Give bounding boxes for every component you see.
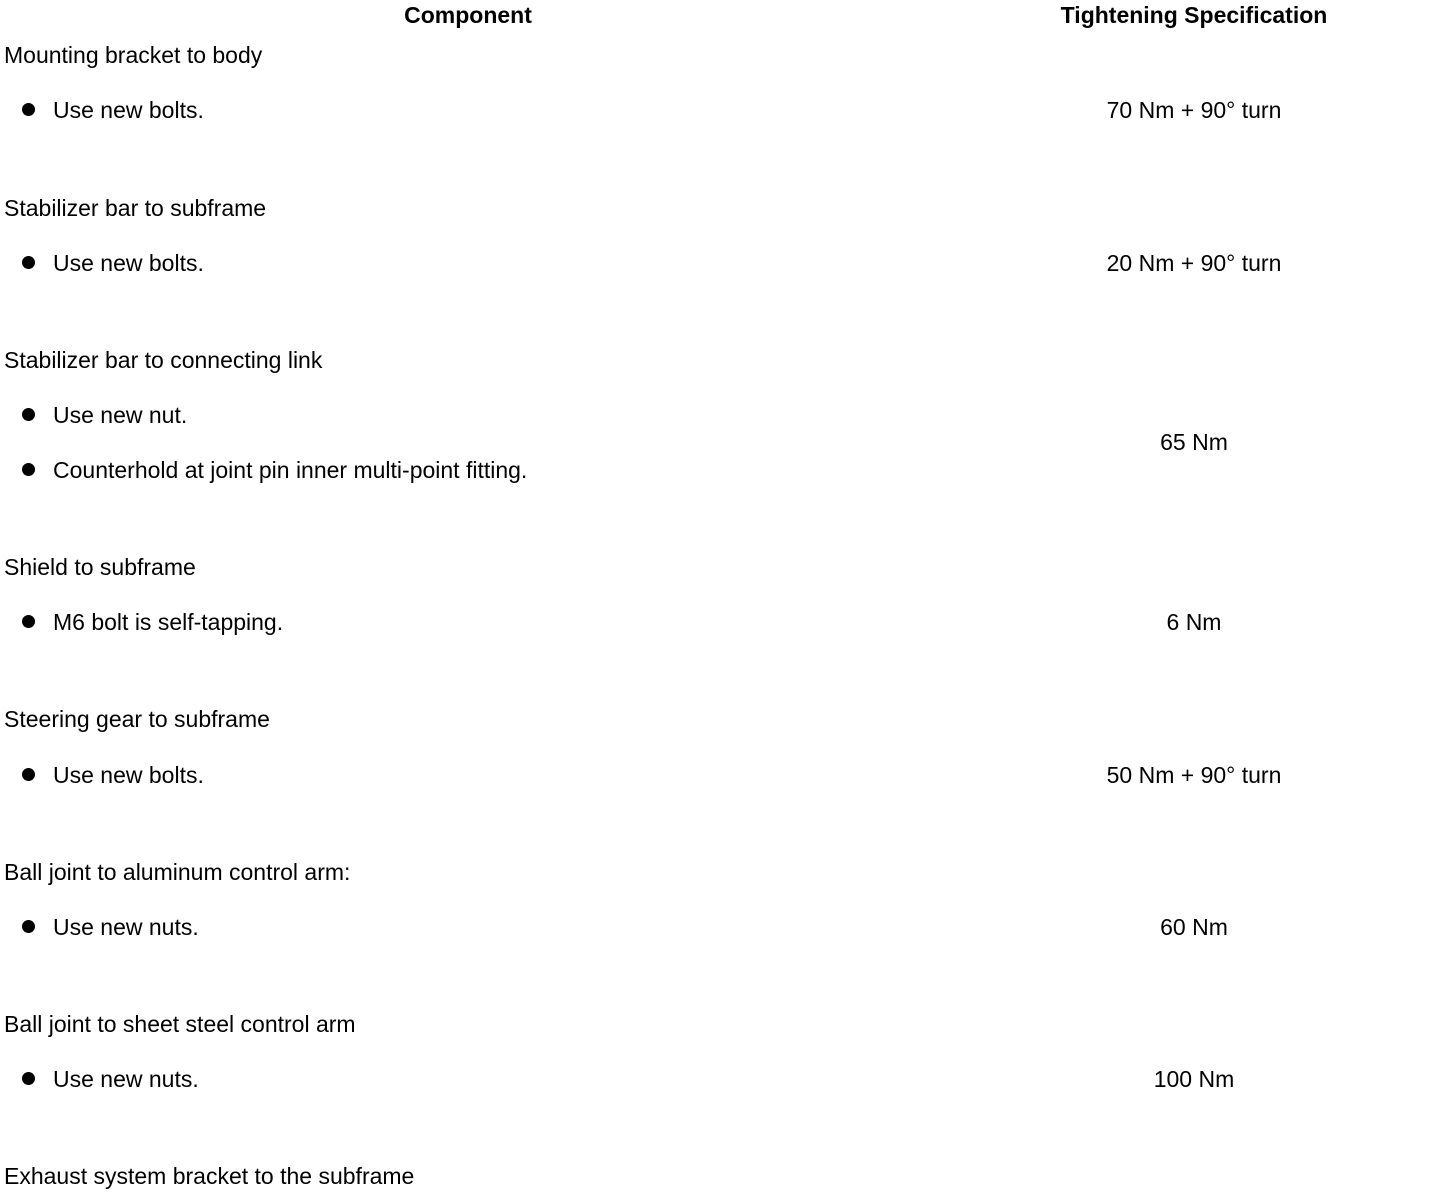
- component-note: [22, 97, 204, 124]
- header-component: Component: [404, 2, 532, 28]
- component-name: Ball joint to sheet steel control arm: [4, 1011, 356, 1037]
- note-text: M6 bolt is self-tapping.: [53, 609, 284, 635]
- table-header: [0, 0, 1456, 32]
- component-name: Shield to subframe: [4, 554, 196, 580]
- component-note: [22, 762, 204, 789]
- component-note: [22, 457, 527, 484]
- bullet-icon: [22, 768, 35, 781]
- header-tightening-specification: Tightening Specification: [1060, 2, 1328, 28]
- component-note: [22, 609, 283, 636]
- bullet-icon: [22, 463, 35, 476]
- component-name: Exhaust system bracket to the subframe: [4, 1163, 415, 1189]
- component-name: Steering gear to subframe: [4, 706, 270, 732]
- component-note: [22, 914, 199, 941]
- note-text: Use new nuts.: [53, 1066, 199, 1092]
- tightening-spec: 6 Nm: [1166, 609, 1222, 635]
- tightening-spec: 70 Nm + 90° turn: [1106, 97, 1282, 123]
- bullet-icon: [22, 920, 35, 933]
- tightening-spec: 50 Nm + 90° turn: [1106, 762, 1282, 788]
- bullet-icon: [22, 256, 35, 269]
- tightening-spec: 100 Nm: [1153, 1066, 1235, 1092]
- tightening-spec: 60 Nm: [1160, 914, 1228, 940]
- note-text: Use new bolts.: [53, 762, 204, 788]
- component-name: Stabilizer bar to subframe: [4, 195, 267, 221]
- bullet-icon: [22, 615, 35, 628]
- component-note: [22, 1066, 199, 1093]
- tightening-spec: 65 Nm: [1160, 429, 1228, 455]
- note-text: Use new bolts.: [53, 97, 204, 123]
- component-name: Stabilizer bar to connecting link: [4, 347, 323, 373]
- component-name: Mounting bracket to body: [4, 42, 263, 68]
- tightening-spec: 20 Nm + 90° turn: [1106, 250, 1282, 276]
- component-name: Ball joint to aluminum control arm:: [4, 859, 351, 885]
- component-note: [22, 402, 187, 429]
- note-text: Counterhold at joint pin inner multi-point fitting.: [53, 457, 528, 483]
- component-note: [22, 250, 204, 277]
- note-text: Use new nuts.: [53, 914, 199, 940]
- note-text: Use new bolts.: [53, 250, 204, 276]
- bullet-icon: [22, 408, 35, 421]
- bullet-icon: [22, 103, 35, 116]
- bullet-icon: [22, 1072, 35, 1085]
- note-text: Use new nut.: [53, 402, 188, 428]
